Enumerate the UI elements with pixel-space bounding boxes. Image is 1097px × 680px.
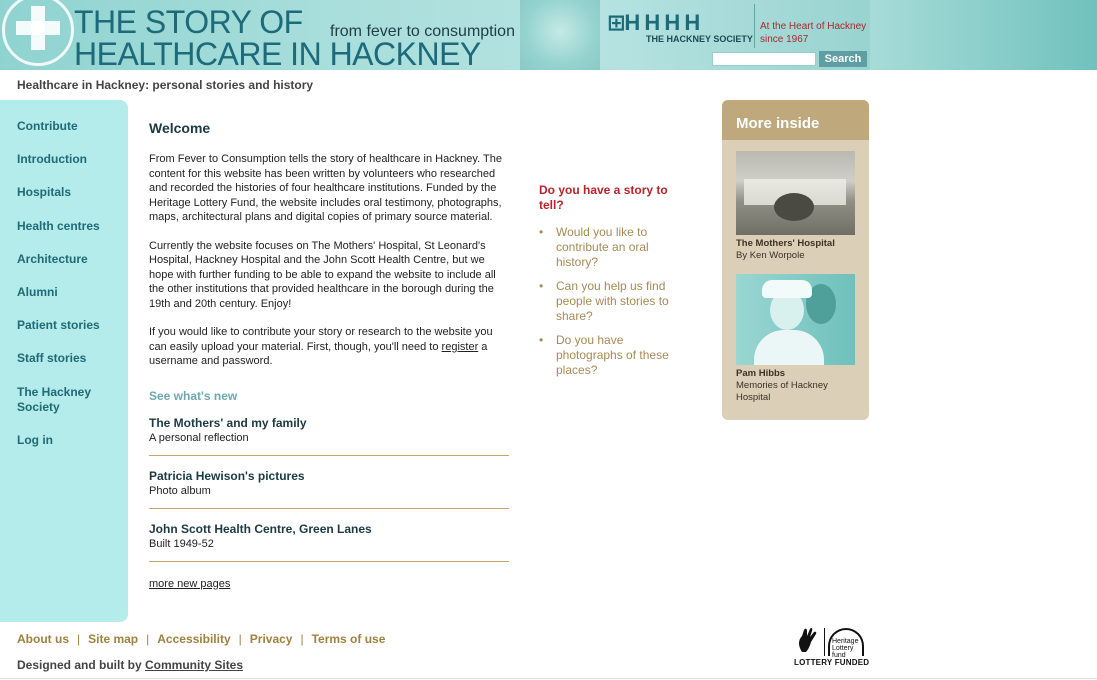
story-heading[interactable]: Do you have a story to tell?: [539, 183, 668, 212]
designer-credit: [17, 658, 243, 672]
heart-line2: since 1967: [760, 34, 809, 45]
para3-before: If you would like to contribute your story or research to the website you can easily upload your material. First, though, you'll need to: [149, 326, 493, 353]
heritage-fund-text: Heritage Lottery fund: [832, 638, 859, 659]
footer-separator: |: [300, 632, 304, 646]
news-item-desc: Photo album: [149, 484, 211, 497]
footer-links: [17, 632, 385, 646]
register-link[interactable]: register: [441, 340, 479, 353]
sidebar-item-staff-stories[interactable]: Staff stories: [17, 351, 87, 365]
lottery-funded-logo[interactable]: [794, 624, 870, 670]
sidebar-item-architecture[interactable]: Architecture: [17, 252, 88, 266]
heart-of-hackney: [760, 20, 866, 46]
page-subtitle: Healthcare in Hackney: personal stories and history: [17, 78, 314, 92]
sidebar-item-patient-stories[interactable]: Patient stories: [17, 318, 100, 332]
caption-title-text: The Mothers' Hospital: [736, 238, 835, 249]
page-title: Welcome: [149, 120, 211, 136]
intro-paragraph-2: Currently the website focuses on The Mothers' Hospital, St Leonard's Hospital, Hackney Hospital and the John Scott Health Centre, but we hope with further funding to be able to expand the website to include all the other institutions that provided healthcare in the borough during the 19th and 20th century. Enjoy!: [149, 239, 496, 310]
intro-paragraph-1: From Fever to Consumption tells the story of healthcare in Hackney. The content for this website has been written by volunteers who researched and recorded the histories of four healthcare institutions. Funded by the Heritage Lottery Fund, the website includes oral testimony, photographs, maps, architectural plans and digital copies of primary source material.: [149, 153, 502, 223]
sidebar-item-hospitals[interactable]: Hospitals: [17, 185, 72, 199]
site-title-line1: THE STORY OF: [74, 4, 303, 40]
caption-title: [736, 368, 856, 380]
news-item[interactable]: [149, 521, 509, 562]
story-list-item[interactable]: • Would you like to contribute an oral history?: [539, 225, 689, 270]
mothers-hospital-caption[interactable]: [736, 238, 835, 262]
heart-line1: At the Heart of Hackney: [760, 21, 867, 32]
search-button[interactable]: Search: [819, 51, 867, 67]
caption-sub: Memories of Hackney Hospital: [736, 380, 828, 403]
story-list: [539, 225, 689, 378]
news-item-desc: A personal reflection: [149, 431, 249, 444]
lottery-funded-text: LOTTERY FUNDED: [794, 658, 870, 667]
footer-separator: |: [77, 632, 81, 646]
footer-link-about-us[interactable]: About us: [17, 632, 69, 646]
main-content: [149, 120, 509, 592]
more-inside-heading: More inside: [722, 100, 869, 140]
photo-bush: [774, 193, 814, 221]
news-item-title[interactable]: The Mothers' and my family: [149, 415, 307, 430]
site-tagline: from fever to consumption: [330, 23, 515, 40]
news-item-title[interactable]: Patricia Hewison's pictures: [149, 468, 305, 483]
sidebar-nav: [0, 100, 128, 622]
credit-prefix: Designed and built by: [17, 658, 146, 672]
story-list-item[interactable]: • Can you help us find people with stories to share?: [539, 279, 689, 324]
photo-nurse-cap: [762, 280, 812, 298]
cross-logo-vertical: [31, 6, 45, 50]
story-callout: [539, 183, 689, 387]
site-title-line2: HEALTHCARE IN HACKNEY: [74, 36, 481, 70]
lottery-divider: [824, 628, 825, 656]
footer-link-accessibility[interactable]: Accessibility: [157, 632, 231, 646]
mothers-hospital-photo[interactable]: [736, 151, 855, 235]
caption-title-text: Pam Hibbs: [736, 368, 786, 379]
pam-hibbs-photo[interactable]: [736, 274, 855, 365]
para3-after: a username and password.: [149, 340, 488, 367]
banner-photo-nurse: [520, 0, 600, 70]
site-banner: [0, 0, 1097, 70]
more-new-pages-link[interactable]: more new pages: [149, 577, 231, 590]
banner-divider: [754, 4, 755, 48]
hackney-society-name: THE HACKNEY SOCIETY: [646, 34, 753, 44]
caption-title: [736, 238, 835, 250]
news-item-desc: Built 1949-52: [149, 537, 214, 550]
whats-new-heading: See what's new: [149, 388, 238, 403]
news-item-title[interactable]: John Scott Health Centre, Green Lanes: [149, 521, 372, 536]
bottom-rule: [0, 678, 1097, 679]
sidebar-item-health-centres[interactable]: Health centres: [17, 219, 100, 233]
sidebar-item-introduction[interactable]: Introduction: [17, 152, 87, 166]
search-input[interactable]: [712, 52, 816, 66]
footer-link-terms[interactable]: Terms of use: [311, 632, 386, 646]
news-item[interactable]: [149, 415, 509, 456]
footer-separator: |: [146, 632, 150, 646]
community-sites-link[interactable]: Community Sites: [145, 658, 244, 672]
footer-separator: |: [238, 632, 242, 646]
story-list-item[interactable]: • Do you have photographs of these places?: [539, 333, 689, 378]
footer-link-privacy[interactable]: Privacy: [249, 632, 293, 646]
more-inside-panel: [722, 100, 869, 420]
sidebar-item-alumni[interactable]: Alumni: [17, 285, 58, 299]
hackney-society-logo-icon[interactable]: ⊞H H H H: [607, 10, 700, 35]
footer-link-site-map[interactable]: Site map: [88, 632, 139, 646]
lottery-hand-icon: [796, 626, 820, 654]
intro-paragraph-3: [149, 325, 509, 369]
banner-photo-ward: [870, 0, 1097, 70]
sidebar-item-hackney-society[interactable]: The Hackney Society: [17, 385, 92, 414]
caption-sub: By Ken Worpole: [736, 250, 805, 261]
photo-nurse-body: [754, 330, 824, 365]
sidebar-item-contribute[interactable]: Contribute: [17, 119, 78, 133]
news-item[interactable]: [149, 468, 509, 509]
pam-hibbs-caption[interactable]: [736, 368, 856, 404]
sidebar-item-log-in[interactable]: Log in: [17, 433, 53, 447]
